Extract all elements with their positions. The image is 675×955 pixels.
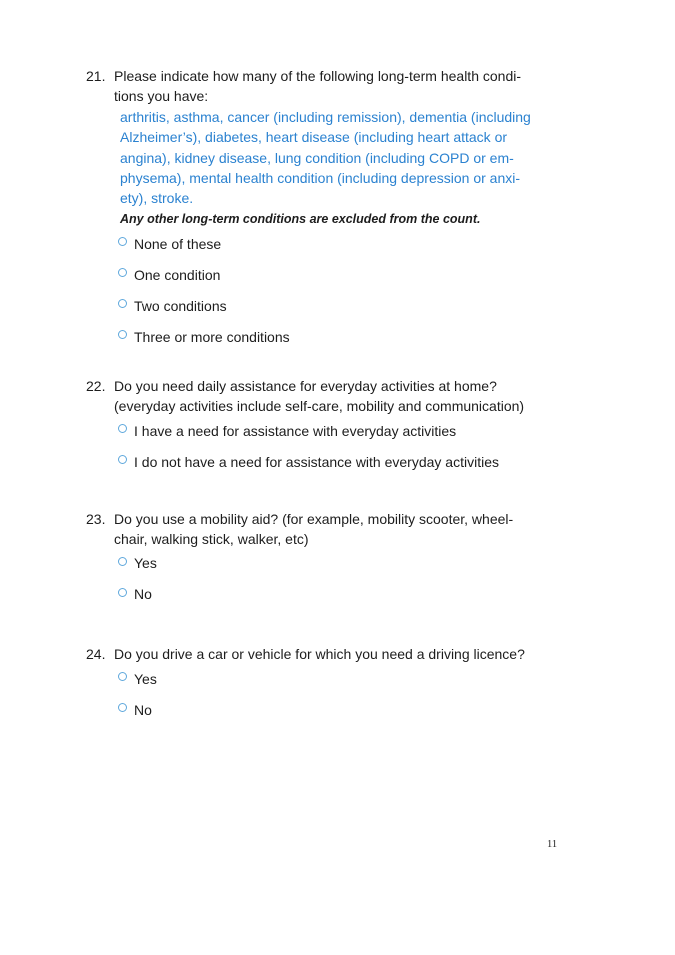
question-23-number: 23. bbox=[86, 510, 106, 527]
question-21-text-line: tions you have: bbox=[114, 88, 209, 105]
radio-option-label: No bbox=[134, 701, 152, 718]
question-23 bbox=[86, 509, 586, 602]
radio-option-drive-no[interactable] bbox=[118, 703, 586, 717]
radio-button-icon[interactable] bbox=[118, 588, 127, 597]
radio-option-label: Two conditions bbox=[134, 297, 227, 314]
radio-option-have-need-assistance[interactable] bbox=[118, 424, 586, 438]
radio-option-drive-yes[interactable] bbox=[118, 672, 586, 686]
radio-option-label: No bbox=[134, 586, 152, 603]
radio-option-mobility-aid-no[interactable] bbox=[118, 587, 586, 601]
question-22-number: 22. bbox=[86, 377, 106, 394]
radio-button-icon[interactable] bbox=[118, 557, 127, 566]
question-21-options bbox=[118, 237, 586, 344]
radio-option-two-conditions[interactable] bbox=[118, 299, 586, 313]
radio-button-icon[interactable] bbox=[118, 330, 127, 339]
radio-option-label: None of these bbox=[134, 235, 222, 252]
question-22-text-line: (everyday activities include self-care, mobility and communication) bbox=[114, 398, 525, 415]
radio-button-icon[interactable] bbox=[118, 703, 127, 712]
question-21-number: 21. bbox=[86, 68, 106, 84]
conditions-list-line: ety), stroke. bbox=[120, 190, 194, 207]
question-22-options bbox=[118, 424, 586, 469]
radio-button-icon[interactable] bbox=[118, 424, 127, 433]
question-22 bbox=[86, 376, 586, 469]
radio-button-icon[interactable] bbox=[118, 672, 127, 681]
question-21-text-line: Please indicate how many of the following long-term health condi- bbox=[114, 68, 522, 84]
question-21 bbox=[86, 66, 586, 344]
radio-option-label: I have a need for assistance with everyday activities bbox=[134, 422, 457, 439]
question-23-text-line: Do you use a mobility aid? (for example, mobility scooter, wheel- bbox=[114, 510, 514, 527]
radio-button-icon[interactable] bbox=[118, 237, 127, 246]
question-21-note: Any other long-term conditions are excluded from the count. bbox=[120, 211, 481, 226]
question-21-conditions-list bbox=[120, 107, 586, 209]
radio-option-label: I do not have a need for assistance with everyday activities bbox=[134, 453, 499, 470]
question-23-options bbox=[118, 556, 586, 601]
radio-button-icon[interactable] bbox=[118, 455, 127, 464]
radio-option-three-or-more-conditions[interactable] bbox=[118, 330, 586, 344]
survey-content bbox=[86, 66, 586, 717]
conditions-list-line: angina), kidney disease, lung condition (including COPD or em- bbox=[120, 149, 514, 166]
question-24-options bbox=[118, 672, 586, 717]
radio-option-mobility-aid-yes[interactable] bbox=[118, 556, 586, 570]
radio-option-none-of-these[interactable] bbox=[118, 237, 586, 251]
question-23-text-line: chair, walking stick, walker, etc) bbox=[114, 531, 309, 548]
radio-option-label: Three or more conditions bbox=[134, 328, 290, 345]
radio-button-icon[interactable] bbox=[118, 299, 127, 308]
radio-option-one-condition[interactable] bbox=[118, 268, 586, 282]
question-24-text-line: Do you drive a car or vehicle for which you need a driving licence? bbox=[114, 646, 525, 663]
question-24-number: 24. bbox=[86, 646, 106, 663]
conditions-list-line: Alzheimer’s), diabetes, heart disease (including heart attack or bbox=[120, 129, 508, 146]
conditions-list-line: arthritis, asthma, cancer (including remission), dementia (including bbox=[120, 108, 531, 125]
radio-button-icon[interactable] bbox=[118, 268, 127, 277]
radio-option-label: Yes bbox=[134, 670, 157, 687]
question-24 bbox=[86, 644, 586, 716]
conditions-list-line: physema), mental health condition (including depression or anxi- bbox=[120, 170, 520, 187]
radio-option-label: One condition bbox=[134, 266, 221, 283]
radio-option-no-need-assistance[interactable] bbox=[118, 455, 586, 469]
page-number: 11 bbox=[547, 839, 558, 850]
radio-option-label: Yes bbox=[134, 555, 157, 572]
question-22-text-line: Do you need daily assistance for everyday activities at home? bbox=[114, 377, 497, 394]
